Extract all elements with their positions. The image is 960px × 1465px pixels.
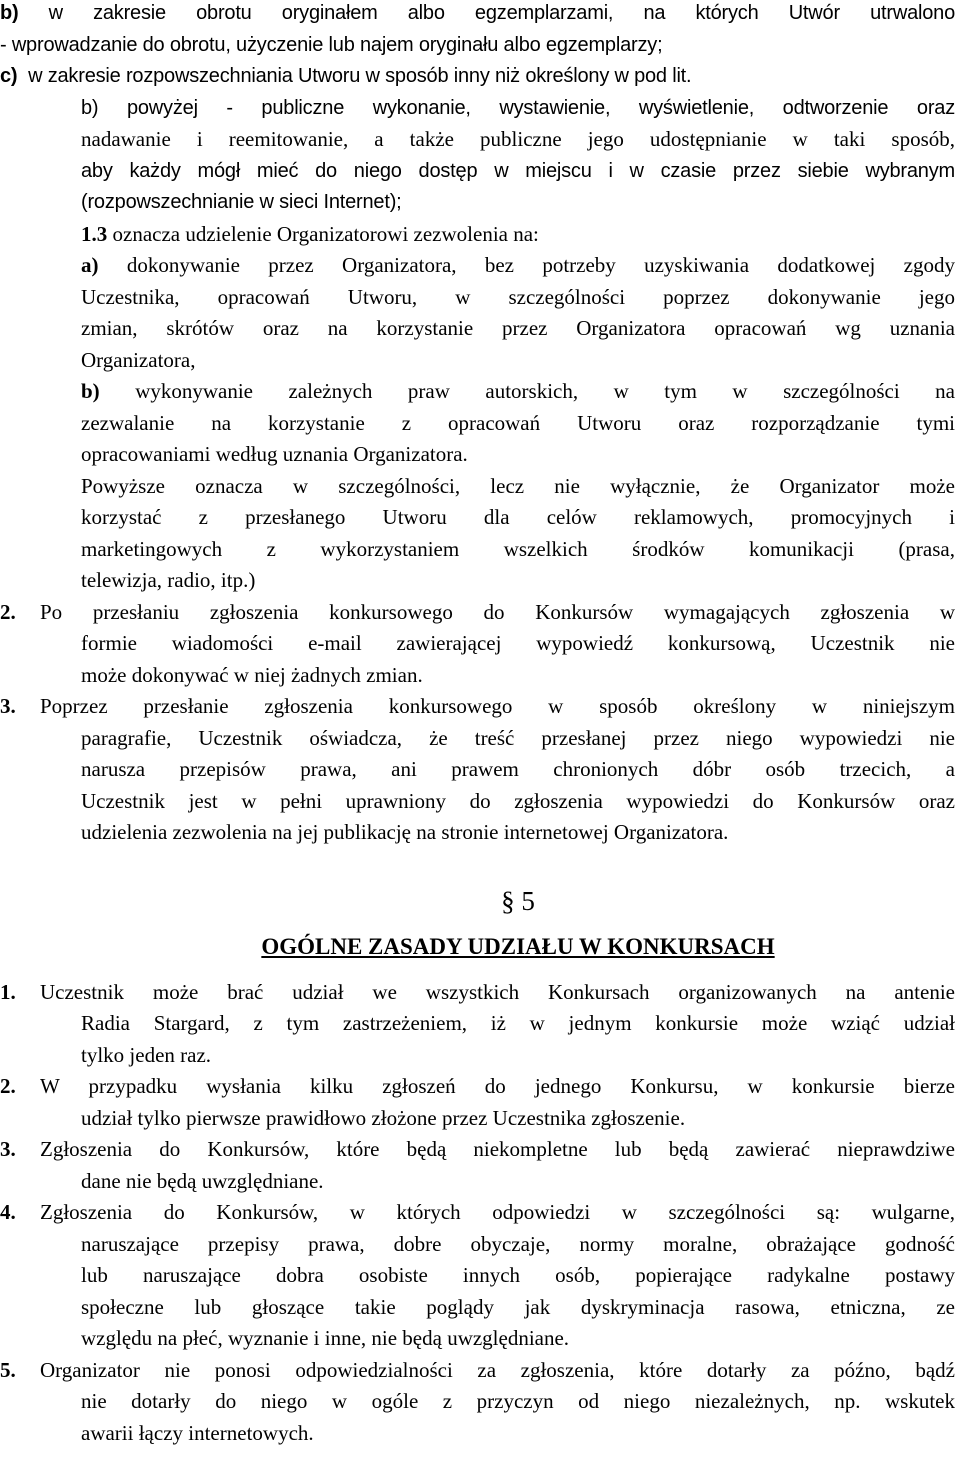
- text-line: nie dotarły do niego w ogóle z przyczyn od niego niezależnych, np. wskutek: [81, 1389, 955, 1413]
- item-label: c): [0, 65, 18, 87]
- text-line: udział tylko pierwsze prawidłowo złożone przez Uczestnika zgłoszenie.: [81, 1105, 686, 1130]
- text-line: lub naruszające dobra osobiste innych osób, popierające radykalne postawy: [81, 1263, 955, 1287]
- text-line: Powyższe oznacza w szczególności, lecz nie wyłącznie, że Organizator może: [81, 473, 955, 498]
- list-item-point-3: [0, 691, 955, 849]
- text-line: [81, 219, 955, 251]
- text-line: W przypadku wysłania kilku zgłoszeń do jednego Konkursu, w konkursie bierze: [40, 1074, 955, 1098]
- text-line: Uczestnik może brać udział we wszystkich Konkursach organizowanych na antenie: [40, 979, 955, 1004]
- text-line: może dokonywać w niej żadnych zmian.: [81, 662, 423, 687]
- list-number: 1.: [0, 979, 16, 1004]
- list-number: 4.: [0, 1200, 16, 1224]
- text-line: awarii łączy internetowych.: [81, 1420, 314, 1445]
- item-label: b): [0, 2, 19, 24]
- text-line: [0, 61, 955, 93]
- text-line: opracowaniami według uznania Organizatora.: [81, 442, 468, 466]
- rules-list: [0, 977, 955, 1450]
- list-number: 2.: [0, 1074, 16, 1098]
- text-line: b) powyżej - publiczne wykonanie, wystawienie, wyświetlenie, odtworzenie oraz: [81, 96, 955, 119]
- list-number: 3.: [0, 1137, 16, 1161]
- section-number: § 5: [501, 885, 535, 916]
- paragraph-number: 1.3: [81, 221, 108, 246]
- list-item-rule: [0, 1071, 955, 1134]
- text-line: (rozpowszechnianie w sieci Internet);: [81, 191, 402, 213]
- text-line: Organizator nie ponosi odpowiedzialności za zgłoszenia, które dotarły za późno, bądź: [40, 1357, 955, 1382]
- text-line: [81, 376, 955, 408]
- text-line: zmian, skrótów oraz na korzystanie przez Organizatora opracowań wg uznania: [81, 316, 955, 340]
- item-text: wykonywanie zależnych praw autorskich, w tym w szczególności na: [135, 379, 956, 403]
- item-text: w zakresie obrotu oryginałem albo egzemplarzami, na których Utwór utrwalono: [48, 2, 955, 24]
- item-text: dokonywanie przez Organizatora, bez potrzeby uzyskiwania dodatkowej zgody: [126, 253, 956, 277]
- paragraph-text: oznacza udzielenie Organizatorowi zezwolenia na:: [112, 221, 539, 246]
- text-line: nadawanie i reemitowanie, a także publiczne jego udostępnianie w taki sposób,: [81, 127, 955, 151]
- text-line: - wprowadzanie do obrotu, użyczenie lub najem oryginału albo egzemplarzy;: [0, 33, 663, 56]
- text-line: telewizja, radio, itp.): [81, 568, 256, 592]
- section-title: OGÓLNE ZASADY UDZIAŁU W KONKURSACH: [261, 933, 775, 959]
- text-line: Zgłoszenia do Konkursów, które będą niekompletne lub będą zawierać nieprawdziwe: [40, 1137, 955, 1161]
- text-line: [0, 0, 955, 30]
- text-line: Organizatora,: [81, 347, 196, 372]
- text-line: aby każdy mógł mieć do niego dostęp w miejscu i w czasie przez siebie wybranym: [81, 159, 955, 182]
- text-line: względu na płeć, wyznanie i inne, nie będą uwzględniane.: [81, 1326, 570, 1350]
- text-line: formie wiadomości e-mail zawierającej wypowiedź konkursową, Uczestnik nie: [81, 631, 955, 655]
- text-line: zezwalanie na korzystanie z opracowań Utworu oraz rozporządzanie tymi: [81, 410, 955, 435]
- paragraph-1-3: [81, 219, 955, 597]
- text-line: paragrafie, Uczestnik oświadcza, że treść przesłanej przez niego wypowiedzi nie: [81, 725, 955, 750]
- text-line: [81, 250, 955, 282]
- list-item-lit-c: [0, 61, 955, 219]
- list-item-point-2: [0, 597, 955, 692]
- text-line: korzystać z przesłanego Utworu dla celów reklamowych, promocyjnych i: [81, 505, 955, 529]
- text-line: Zgłoszenia do Konkursów, w których odpowiedzi w szczególności są: wulgarne,: [40, 1200, 955, 1224]
- text-line: społeczne lub głoszące takie poglądy jak dyskryminacja rasowa, etniczna, ze: [81, 1294, 955, 1319]
- list-item-rule: [0, 1197, 955, 1355]
- item-label: b): [81, 379, 100, 403]
- list-item-rule: [0, 977, 955, 1072]
- text-line: Poprzez przesłanie zgłoszenia konkursowego w sposób określony w niniejszym: [40, 694, 955, 718]
- text-line: Radia Stargard, z tym zastrzeżeniem, iż w jednym konkursie może wziąć udział: [81, 1011, 955, 1035]
- item-label: a): [81, 253, 99, 277]
- text-line: Uczestnik jest w pełni uprawniony do zgłoszenia wypowiedzi do Konkursów oraz: [81, 788, 955, 813]
- item-text: w zakresie rozpowszechniania Utworu w sposób inny niż określony w pod lit.: [28, 65, 692, 87]
- list-number: 5.: [0, 1357, 16, 1382]
- list-item-rule: [0, 1355, 955, 1450]
- text-line: naruszające przepisy prawa, dobre obyczaje, normy moralne, obrażające godność: [81, 1231, 955, 1256]
- text-line: udzielenia zezwolenia na jej publikację na stronie internetowej Organizatora.: [81, 820, 729, 844]
- text-line: Uczestnika, opracowań Utworu, w szczególności poprzez dokonywanie jego: [81, 284, 955, 309]
- text-line: marketingowych z wykorzystaniem wszelkich środków komunikacji (prasa,: [81, 536, 955, 561]
- list-number: 3.: [0, 694, 16, 718]
- text-line: dane nie będą uwzględniane.: [81, 1168, 324, 1193]
- text-line: narusza przepisów prawa, ani prawem chronionych dóbr osób trzecich, a: [81, 757, 955, 781]
- list-item-rule: [0, 1134, 955, 1197]
- text-line: tylko jeden raz.: [81, 1042, 212, 1067]
- text-line: Po przesłaniu zgłoszenia konkursowego do Konkursów wymagających zgłoszenia w: [40, 599, 955, 624]
- list-item-lit-b: [0, 0, 955, 61]
- list-number: 2.: [0, 599, 16, 624]
